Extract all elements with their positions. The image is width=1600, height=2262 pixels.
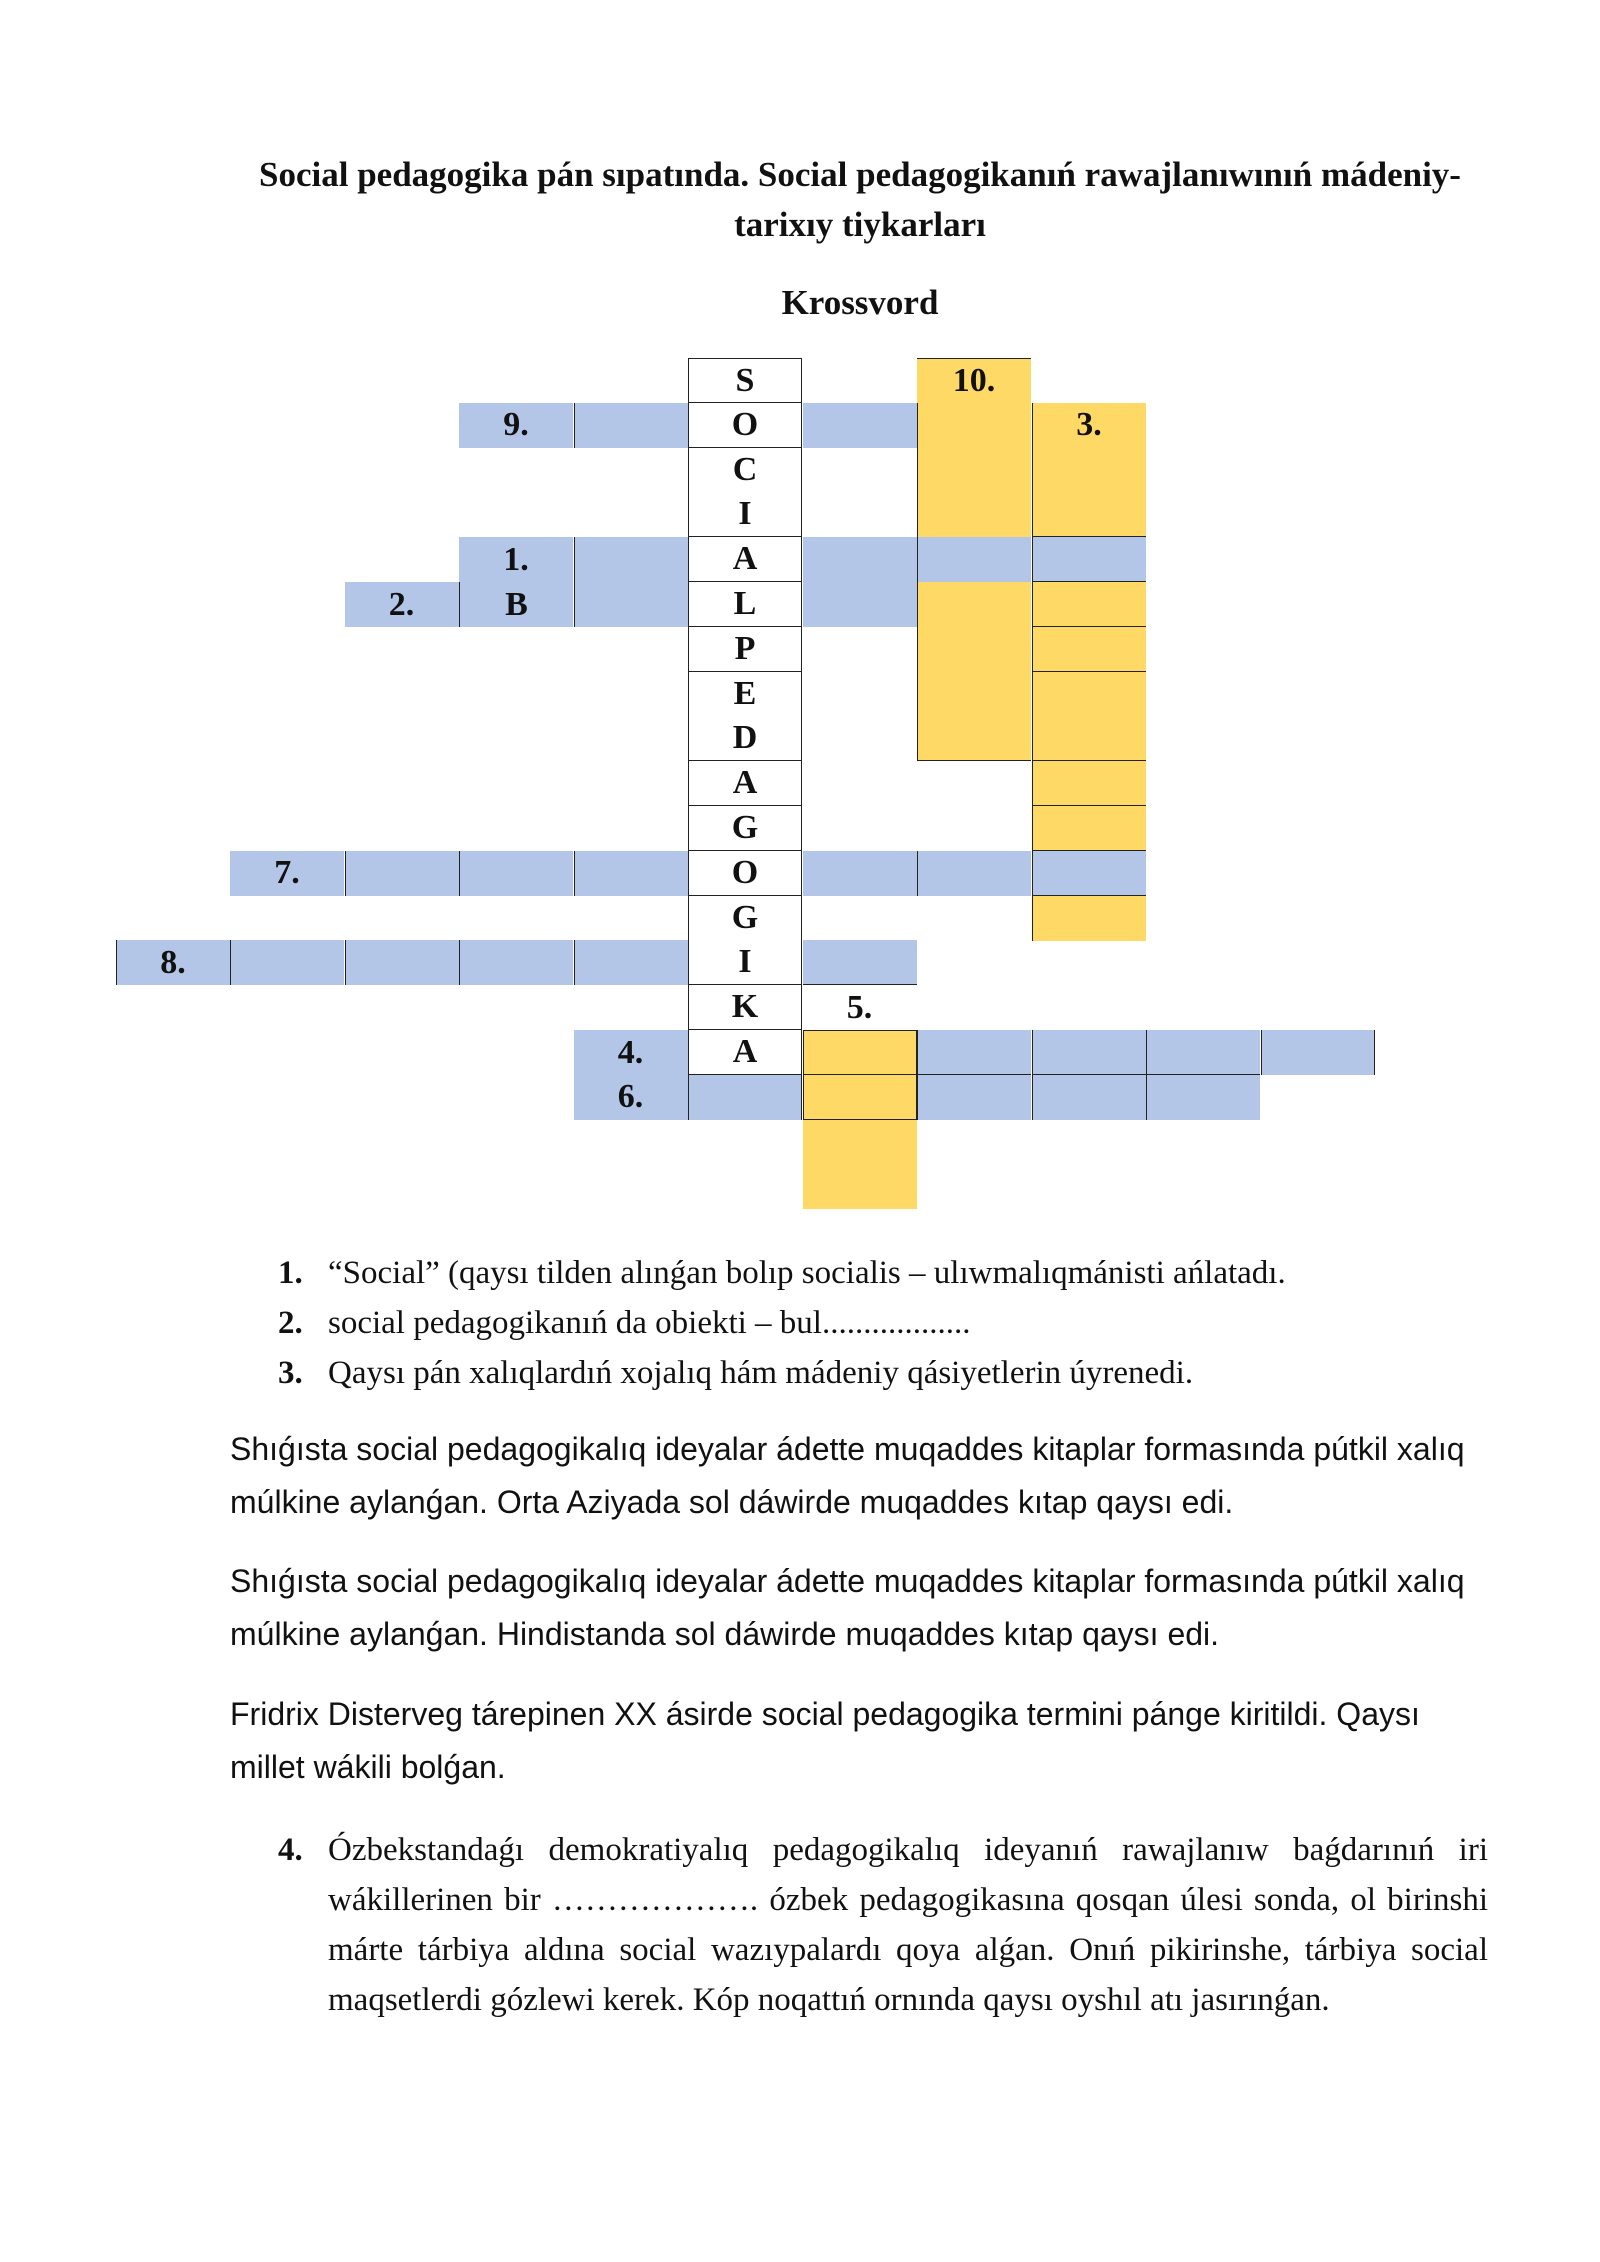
spine-cell: G xyxy=(688,806,802,851)
grid-cell xyxy=(917,403,1031,448)
clue-number-cell: 2. xyxy=(345,582,459,627)
grid-cell xyxy=(459,940,573,985)
spine-cell: I xyxy=(688,940,802,985)
grid-cell xyxy=(917,1075,1031,1120)
spine-cell: O xyxy=(688,851,802,896)
clue-item xyxy=(278,1825,1488,2025)
grid-cell xyxy=(1261,1030,1375,1075)
clue-number: 3. xyxy=(278,1355,303,1391)
clue-number: 4. xyxy=(278,1832,303,1868)
grid-cell xyxy=(803,940,917,985)
grid-cell xyxy=(803,537,917,582)
grid-cell xyxy=(803,582,917,627)
grid-cell xyxy=(574,851,688,896)
crossword-heading: Krossvord xyxy=(781,283,939,322)
grid-cell xyxy=(1032,672,1146,717)
clue-paragraph: Shıǵısta social pedagogikalıq ideyalar ádette muqaddes kitaplar formasında pútkil xalıq múlkine aylanǵan. Orta Aziyada sol dáwirde muqaddes kıtap qaysı edi. xyxy=(230,1431,1465,1520)
grid-cell xyxy=(917,537,1031,582)
clue-text: Ózbekstandaǵı demokratiyalıq pedagogikalıq ideyanıń rawajlanıw baǵdarınıń iri wákillerinen bir ………………. ózbek pedagogikasına qosqan úlesi sonda, ol birinshi márte tárbiya aldına social wazıypalardı qoya alǵan. Onıń pikirinshe, tárbiya social maqsetlerdi gózlewi kerek. Kóp noqattıń ornında qaysı oyshıl atı jasırınǵan. xyxy=(328,1832,1488,2018)
grid-cell xyxy=(1146,1075,1260,1120)
grid-cell xyxy=(574,537,688,582)
spine-cell: K xyxy=(688,985,802,1030)
spine-cell: D xyxy=(688,716,802,761)
grid-cell xyxy=(1032,716,1146,761)
clue-number-cell: 3. xyxy=(1032,403,1146,448)
grid-cell xyxy=(459,851,573,896)
grid-cell xyxy=(803,1075,917,1120)
clue-text: Qaysı pán xalıqlardıń xojalıq hám mádeniy qásiyetlerin úyrenedi. xyxy=(328,1355,1194,1391)
spine-cell: A xyxy=(688,1030,802,1075)
grid-cell xyxy=(1032,851,1146,896)
clue-list xyxy=(278,1248,1286,1398)
spine-cell: G xyxy=(688,896,802,941)
spine-cell: O xyxy=(688,403,802,448)
clue-number: 1. xyxy=(278,1255,303,1291)
spine-cell: A xyxy=(688,537,802,582)
grid-cell xyxy=(1032,1030,1146,1075)
grid-cell xyxy=(574,940,688,985)
grid-cell xyxy=(1032,761,1146,806)
clue-item xyxy=(278,1248,1286,1298)
grid-cell xyxy=(917,851,1031,896)
grid-cell xyxy=(803,1164,917,1209)
grid-cell xyxy=(345,940,459,985)
grid-cell xyxy=(1032,582,1146,627)
clue-number-cell: 10. xyxy=(917,358,1031,403)
clue-item xyxy=(278,1348,1286,1398)
spine-cell: P xyxy=(688,627,802,672)
clue-item xyxy=(278,1298,1286,1348)
clue-number-cell: 9. xyxy=(459,403,573,448)
spine-cell: I xyxy=(688,492,802,537)
grid-cell xyxy=(574,582,688,627)
grid-cell xyxy=(917,1030,1031,1075)
grid-cell xyxy=(1032,806,1146,851)
grid-cell xyxy=(803,1030,917,1075)
clue-text: social pedagogikanıń da obiekti – bul.................. xyxy=(328,1305,971,1341)
spine-cell: E xyxy=(688,672,802,717)
clue-number-cell: 4. xyxy=(574,1030,688,1075)
grid-cell xyxy=(917,627,1031,672)
grid-cell xyxy=(917,672,1031,717)
grid-cell xyxy=(345,851,459,896)
grid-cell xyxy=(917,582,1031,627)
spine-cell: C xyxy=(688,448,802,493)
grid-cell xyxy=(803,851,917,896)
spine-cell: A xyxy=(688,761,802,806)
grid-cell xyxy=(1032,537,1146,582)
spine-cell: S xyxy=(688,358,802,403)
grid-cell xyxy=(574,403,688,448)
grid-cell xyxy=(1032,627,1146,672)
grid-cell xyxy=(803,403,917,448)
clue-paragraph: Shıǵısta social pedagogikalıq ideyalar ádette muqaddes kitaplar formasında pútkil xalıq múlkine aylanǵan. Hindistanda sol dáwirde muqaddes kıtap qaysı edi. xyxy=(230,1563,1465,1652)
page-title: Social pedagogika pán sıpatında. Social pedagogikanıń rawajlanıwınıń mádeniy-tarixıy tiykarları xyxy=(259,155,1461,244)
grid-cell xyxy=(230,940,344,985)
clue-number-cell: 6. xyxy=(574,1075,688,1120)
clue-number: 2. xyxy=(278,1305,303,1341)
grid-cell xyxy=(803,1120,917,1165)
clue-number-cell: 5. xyxy=(803,985,917,1030)
clue-number-cell: 1. xyxy=(459,537,573,582)
grid-cell xyxy=(1032,1075,1146,1120)
grid-cell xyxy=(1032,896,1146,941)
grid-cell xyxy=(917,716,1031,761)
grid-cell xyxy=(1032,448,1146,493)
grid-cell xyxy=(1032,492,1146,537)
clue-text: “Social” (qaysı tilden alınǵan bolıp socialis – ulıwmalıqmánisti ańlatadı. xyxy=(328,1255,1286,1291)
clue-paragraph: Fridrix Disterveg tárepinen XX ásirde social pedagogika termini pánge kiritildi. Qaysı millet wákili bolǵan. xyxy=(230,1696,1420,1785)
grid-cell xyxy=(688,1075,802,1120)
grid-cell xyxy=(917,448,1031,493)
spine-cell: L xyxy=(688,582,802,627)
grid-cell xyxy=(917,492,1031,537)
letter-cell: B xyxy=(459,582,573,627)
clue-number-cell: 8. xyxy=(116,940,230,985)
grid-cell xyxy=(1146,1030,1260,1075)
clue-number-cell: 7. xyxy=(230,851,344,896)
